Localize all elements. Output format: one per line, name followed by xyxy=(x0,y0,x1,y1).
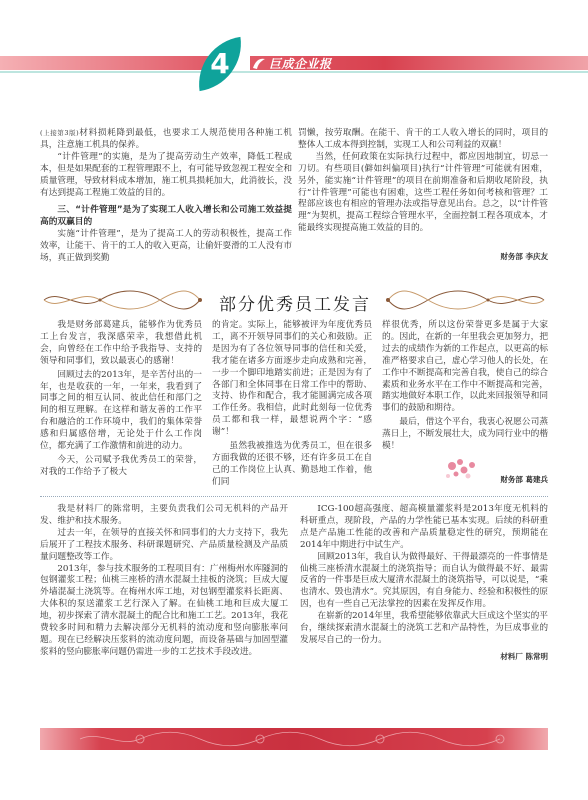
page-number: 4 xyxy=(210,47,230,80)
top-right-column xyxy=(298,128,548,263)
middle-column-2 xyxy=(212,320,372,489)
section-divider xyxy=(40,496,548,497)
bottom-right-paragraph-3: 在崭新的2014年里，我希望能够依靠武大巨成这个坚实的平台，继续探索清水混凝土的浇筑工艺和产品特性，为巨成事业的发展尽自己的一份力。 xyxy=(300,611,548,645)
bottom-signature: 材料厂 陈常明 xyxy=(500,651,548,661)
top-left-subheading: 三、“计件管理”是为了实现工人收入增长和公司施工效益提高的双赢目的 xyxy=(40,205,292,228)
top-right-paragraph-2: 当然，任何政策在实际执行过程中，都应因地制宜，切忌一刀切。有些项目(僻如纠偏项目)执行“计件管理”可能就有困难，另外，能实施“计件管理”的项目在前期准备和后期收尾阶段，执行“计件管理”可能也有困难，这些工程任务如何考核和管理？工程部应该也有相应的管理办法或指导意见出台。总之，以“计件管理”为契机，提高工程综合管理水平，全面控制工程各项成本，才能最终实现提高施工效益的目的。 xyxy=(298,151,548,234)
middle-c1-paragraph-1: 我是财务部葛建兵，能够作为优秀员工上台发言，我深感荣幸，我想借此机会，向曾经在工作中给予我指导、支持的领导和同事们，致以最衷心的感谢！ xyxy=(40,320,202,366)
bottom-left-column xyxy=(40,504,288,659)
top-left-column xyxy=(40,128,292,265)
middle-signature: 财务部 葛建兵 xyxy=(500,475,548,484)
middle-column-1 xyxy=(40,320,202,479)
section-title: 部分优秀员工发言 xyxy=(219,295,371,315)
brand-logo xyxy=(252,55,332,71)
bottom-left-paragraph-1: 我是材料厂的陈常明，主要负责我们公司无机料的产品开发、维护和技术服务。 xyxy=(40,504,288,526)
footer-band xyxy=(40,728,548,750)
middle-c1-paragraph-2: 回顾过去的2013年，是辛苦付出的一年，也是收获的一年，一年来，我看到了同事之间的相互认同、彼此信任和部门之间的相互理解。在这样和谐友善的工作平台和融洽的工作环境中，我们的集体荣誉感和归属感倍增，无论处于什么工作岗位，都充满了工作激情和前进的动力。 xyxy=(40,369,202,452)
bottom-left-paragraph-2: 过去一年，在领导的直接关怀和同事们的大力支持下，我先后展开了工程技术服务、科研课题研究、产品质量检测及产品质量问题整改等工作。 xyxy=(40,527,288,562)
middle-c2-paragraph-1: 的肯定。实际上，能够被评为年度优秀员工，离不开领导同事们的关心和鼓励。正是因为有了各位领导同事的信任和关爱，我才能在诸多方面逐步走向成熟和完善，一步一个脚印地踏实前进；正是因为有了各部门和全体同事在日常工作中的帮助、支持、协作和配合，我才能圆满完成各项工作任务。我相信，此时此刻每一位优秀员工都和我一样，最想说两个字：“感谢”！ xyxy=(212,320,372,438)
middle-c2-paragraph-2: 虽然我被推选为优秀员工，但在很多方面我做的还很不够，还有许多员工在自己的工作岗位上认真、勤恳地工作着，他们同 xyxy=(212,441,372,487)
bottom-right-paragraph-2: 回顾2013年，我自认为做得最好、干得最漂亮的一件事情是仙桃三座桥清水混凝土的浇筑指导；而自认为做得最不好、最需反省的一件事是巨成大厦清水混凝土的浇筑指导，可以说是，“乘也清水、毁也清水”。究其原因，有自身能力、经验和积极性的原因，也有一些自己无法掌控的因素在发挥反作用。 xyxy=(300,551,548,610)
middle-c3-paragraph-1: 样很优秀，所以这份荣誉更多是属于大家的。因此，在新的一年里我会更加努力，把过去的成绩作为新的工作起点，以更高的标准严格要求自己，虚心学习他人的长处，在工作中不断提高和完善自我，使自己的综合素质和业务水平在工作中不断提高和完善，踏实地做好本职工作，以此来回报领导和同事们的鼓励和期待。 xyxy=(382,320,548,414)
continued-note: (上接第3版) xyxy=(40,129,79,137)
bottom-left-paragraph-3: 2013年，参与技术服务的工程项目有：广州梅州水库隧洞的包钢灌浆工程；仙桃三座桥的清水混凝土挂板的浇筑；巨成大厦外墙混凝土浇筑等。在梅州水库工地，对包钢型灌浆料长距离、大体积的泵送灌浆工艺行深入了解。在仙桃工地和巨成大厦工地，初步探索了清水混凝土的配合比和施工工艺。2013年，我花费较多时间和精力去解决部分无机料的流动度和竖向膨胀率问题。现在已经解决压浆料的流动度问题，而设备基础与加固型灌浆料的竖向膨胀率问题仍需进一步的工艺技术手段改进。 xyxy=(40,563,288,657)
middle-c3-paragraph-2: 最后，借这个平台，我衷心祝愿公司蒸蒸日上，不断发展壮大，成为同行业中的楷模！ xyxy=(382,417,548,452)
brand-name: 巨成企业报 xyxy=(269,56,332,71)
header-band-left xyxy=(0,56,210,70)
top-left-paragraph-3: 实施“计件管理”，是为了提高工人的劳动积极性，提高工作效率，让能干、肯干的工人的收入更高，让偷奸耍滑的工人没有市场，真正做到奖勤 xyxy=(40,229,292,264)
footer-pattern xyxy=(40,728,548,750)
bottom-right-paragraph-1: ICG-100超高强度、超高模量灌浆料是2013年度无机料的科研重点，现阶段，产品的力学性能已基本实现。后续的科研重点是产品施工性能的改善和产品质量稳定性的研究，预期能在2014年中期进行中试生产。 xyxy=(300,504,548,550)
brand-swoosh-icon xyxy=(252,57,266,70)
bottom-right-column xyxy=(300,504,548,663)
top-right-paragraph-1: 罚懒，按劳取酬。在能干、肯干的工人收入增长的同时，项目的整体人工成本得到控制，实现工人和公司利益的双赢！ xyxy=(298,128,548,150)
middle-c1-paragraph-3: 今天，公司赋予我优秀员工的荣誉，对我的工作给予了极大 xyxy=(40,454,202,477)
middle-column-3 xyxy=(382,320,548,453)
top-left-paragraph-2: “计件管理”的实施，是为了提高劳动生产效率，降低工程成本，但是如果配套的工程管理跟不上，有可能导致忽视工程安全和质量管理，导致材料成本增加，施工机具损耗加大，此消彼长，没有达到提高工程施工效益的目的。 xyxy=(40,151,292,198)
top-left-paragraph-1: (上接第3版)材料损耗降到最低，也要求工人规范使用各种施工机具，注意施工机具的保养。 xyxy=(40,128,292,150)
top-signature: 财务部 李庆友 xyxy=(500,252,548,262)
